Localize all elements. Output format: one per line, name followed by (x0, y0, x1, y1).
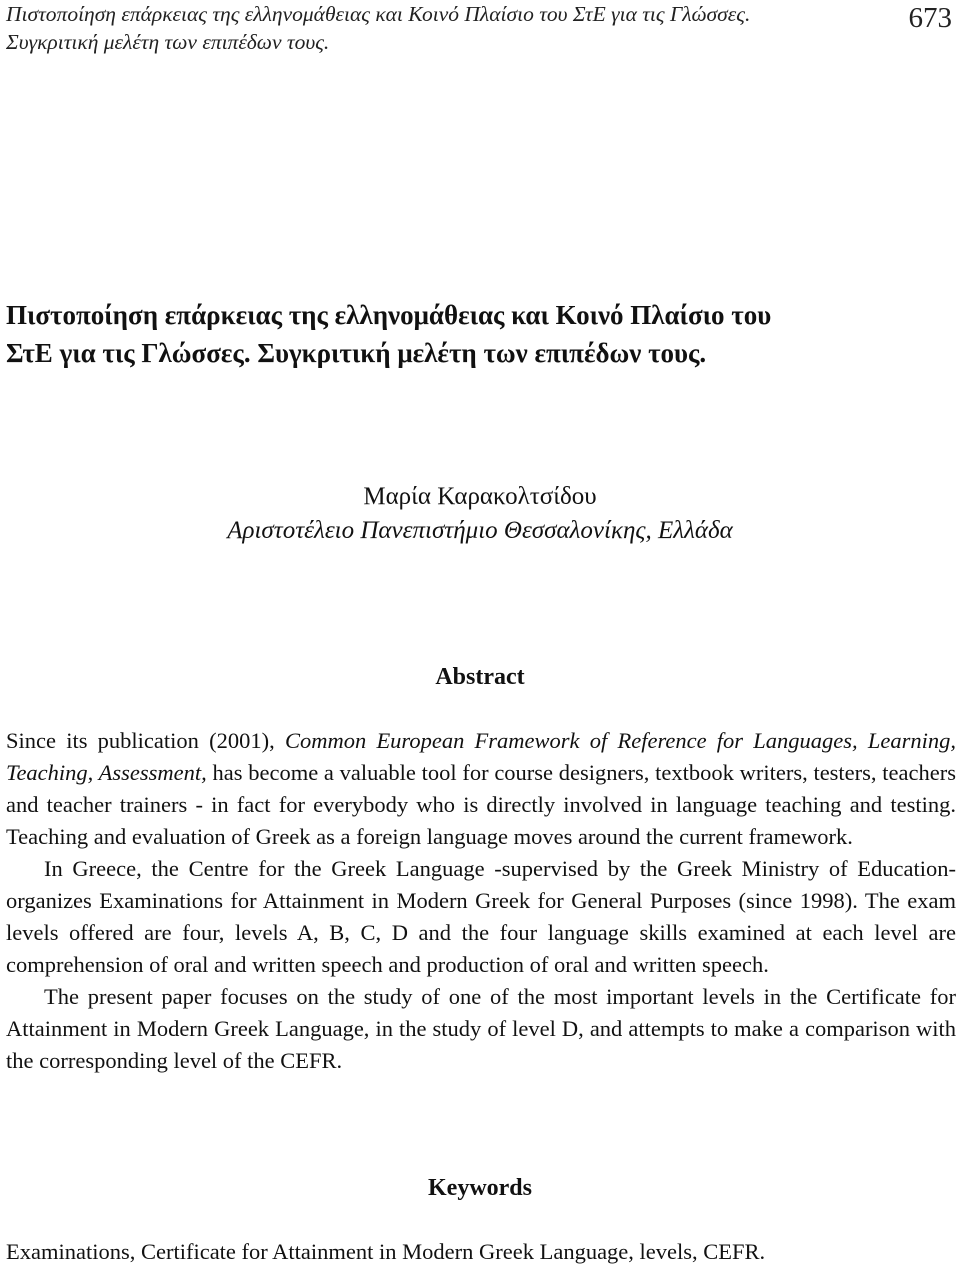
running-head-line-1: Πιστοποίηση επάρκειας της ελληνομάθειας και Κοινό Πλαίσιο του ΣτΕ για τις Γλώσσες. (6, 2, 751, 26)
abstract-paragraph-1 (6, 725, 956, 853)
page-number: 673 (908, 2, 952, 34)
running-head-line-2: Συγκριτική μελέτη των επιπέδων τους. (6, 30, 330, 54)
abstract-p1-start: Since its publication (2001), (6, 728, 285, 753)
running-head (6, 0, 886, 56)
abstract-paragraph-3: The present paper focuses on the study of one of the most important levels in the Certificate for Attainment in Modern Greek Language, in the study of level D, and attempts to make a comparison with the corresponding level of the CEFR. (6, 984, 956, 1073)
author-affiliation: Αριστοτέλειο Πανεπιστήμιο Θεσσαλονίκης, Ελλάδα (227, 517, 733, 544)
paper-title (6, 296, 954, 372)
author-name: Μαρία Καρακολτσίδου (363, 483, 597, 510)
paper-title-line-2: ΣτΕ για τις Γλώσσες. Συγκριτική μελέτη των επιπέδων τους. (6, 338, 707, 368)
keywords-list: Examinations, Certificate for Attainment in Modern Greek Language, levels, CEFR. (6, 1239, 766, 1264)
paper-title-line-1: Πιστοποίηση επάρκειας της ελληνομάθειας και Κοινό Πλαίσιο του (6, 300, 772, 330)
abstract-heading: Abstract (435, 664, 525, 690)
cefr-full-title: Common European Framework of Reference for Languages, Learning, Teaching, Assessment, (6, 728, 957, 785)
abstract-paragraph-2: In Greece, the Centre for the Greek Language -supervised by the Greek Ministry of Education- organizes Examinations for Attainment in Modern Greek for General Purposes (since 1998). The exam levels offered are four, levels A, B, C, D and the four language skills examined at each level are comprehension of oral and written speech and production of oral and written speech. (6, 856, 956, 977)
abstract-body (6, 725, 956, 1077)
abstract-p1-end: has become a valuable tool for course designers, textbook writers, testers, teachers and teacher trainers - in fact for everybody who is directly involved in language teaching and testing. Teaching and evaluation of Greek as a foreign language moves around the current framework. (6, 760, 956, 849)
keywords-heading: Keywords (428, 1175, 532, 1201)
